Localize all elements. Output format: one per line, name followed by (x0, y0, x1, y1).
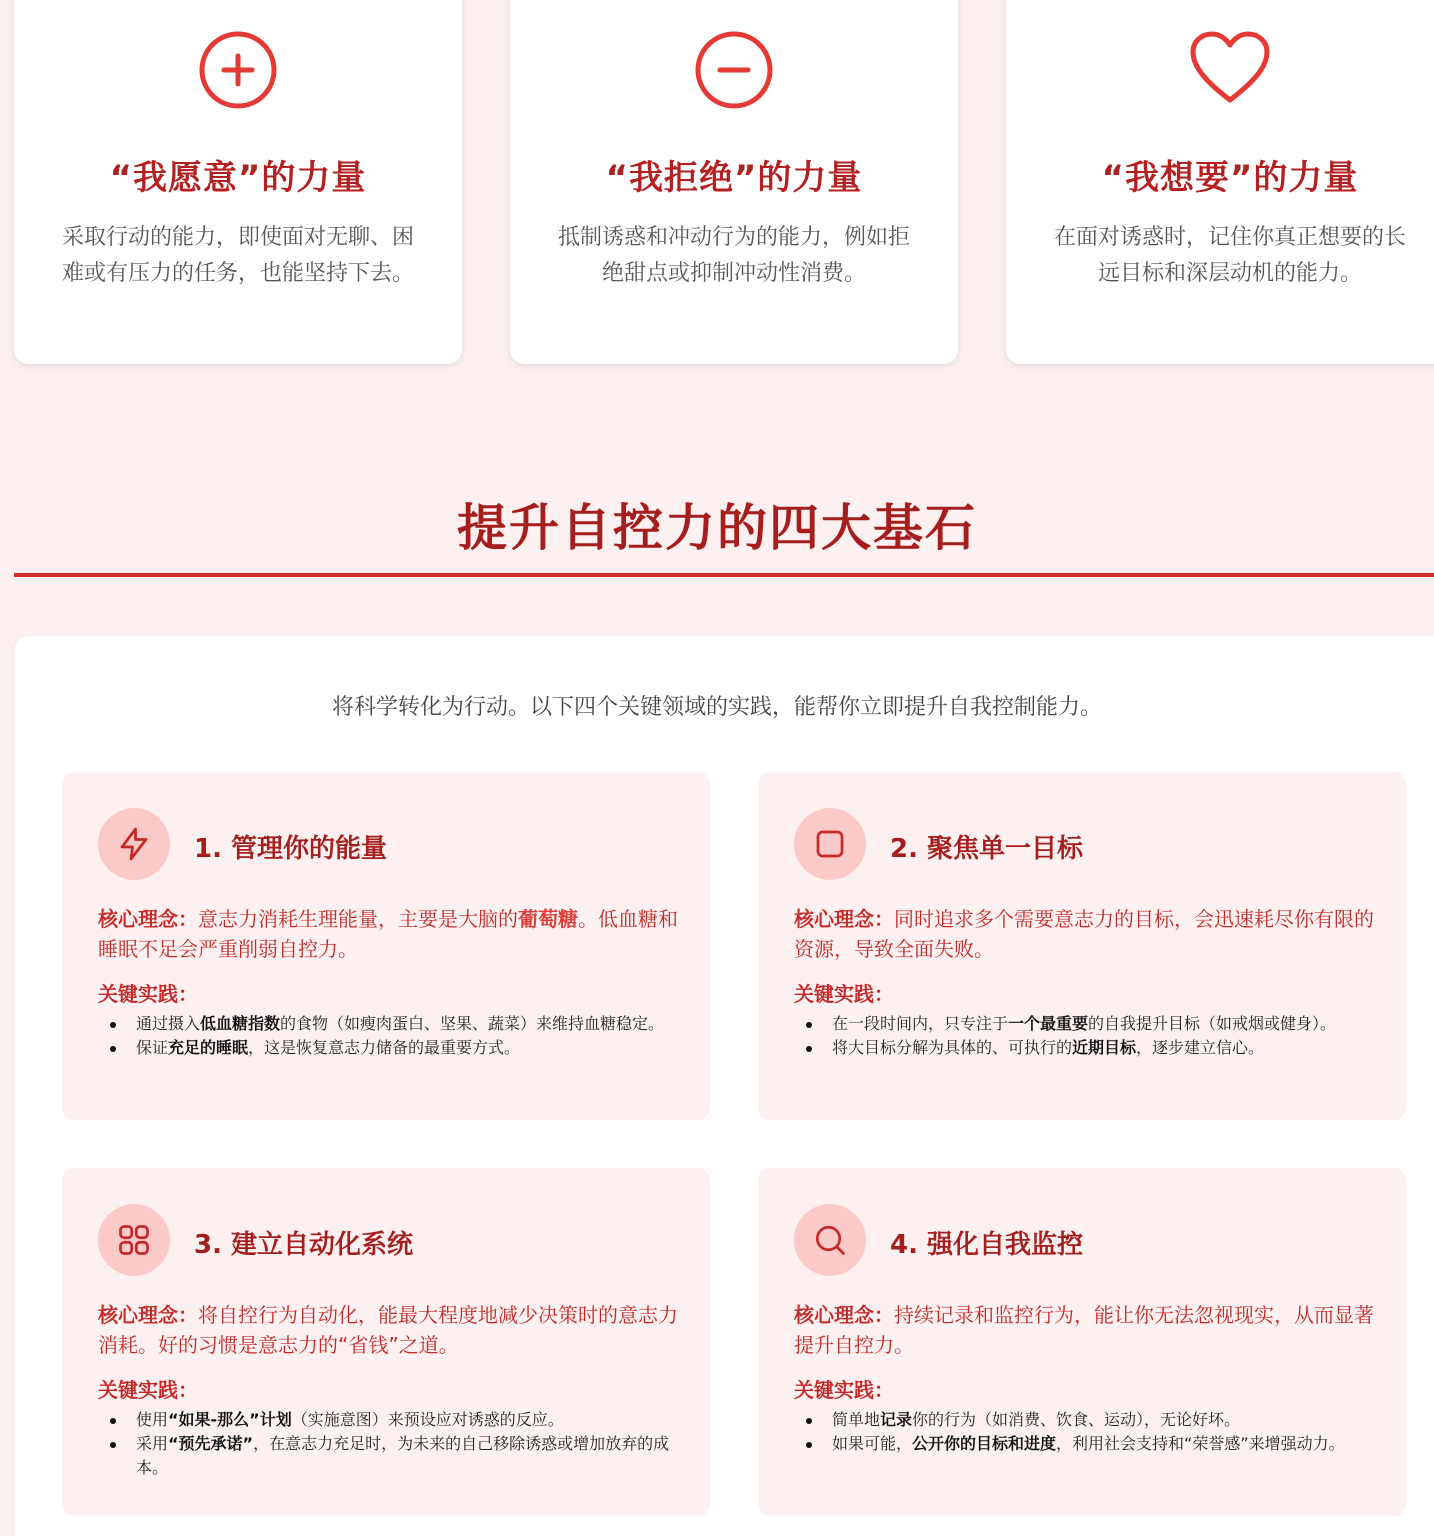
pillar-icon-bg (794, 808, 866, 880)
list-item: 通过摄入低血糖指数的食物（如瘦肉蛋白、坚果、蔬菜）来维持血糖稳定。 (110, 1012, 670, 1036)
power-title: “我想要”的力量 (1101, 158, 1359, 198)
search-icon (812, 1222, 848, 1258)
list-item: 如果可能，公开你的目标和进度，利用社会支持和“荣誉感”来增强动力。 (806, 1432, 1366, 1456)
pillar-icon-bg (98, 1204, 170, 1276)
power-title: “我愿意”的力量 (109, 158, 367, 198)
pillar-icon-bg (794, 1204, 866, 1276)
pillar-title: 3. 建立自动化系统 (194, 1230, 414, 1260)
panel-intro: 将科学转化为行动。以下四个关键领域的实践，能帮你立即提升自我控制能力。 (331, 695, 1102, 720)
power-card-will (14, 0, 462, 364)
minus-circle-icon (694, 30, 774, 110)
section-title: 提升自控力的四大基石 (457, 499, 977, 557)
list-item: 保证充足的睡眠，这是恢复意志力储备的最重要方式。 (110, 1036, 670, 1060)
power-card-want (1006, 0, 1434, 364)
list-item: 使用“如果-那么”计划（实施意图）来预设应对诱惑的反应。 (110, 1408, 670, 1432)
power-card-wont (510, 0, 958, 364)
pillar-card-monitor (758, 1168, 1406, 1516)
list-item: 简单地记录你的行为（如消费、饮食、运动），无论好坏。 (806, 1408, 1366, 1432)
power-desc: 采取行动的能力，即使面对无聊、困难或有压力的任务，也能坚持下去。 (61, 225, 414, 286)
plus-circle-icon (198, 30, 278, 110)
pillar-card-automation (62, 1168, 710, 1516)
pillar-card-focus (758, 772, 1406, 1120)
pillar-title: 4. 强化自我监控 (890, 1230, 1084, 1260)
list-item: 采用“预先承诺”，在意志力充足时，为未来的自己移除诱惑或增加放弃的成本。 (110, 1432, 670, 1480)
pillar-icon-bg (98, 808, 170, 880)
square-icon (812, 826, 848, 862)
practice-list (110, 1012, 670, 1060)
pillar-title: 2. 聚焦单一目标 (890, 834, 1084, 864)
power-desc: 抵制诱惑和冲动行为的能力，例如拒绝甜点或抑制冲动性消费。 (557, 225, 910, 286)
pillar-concept: 核心理念：持续记录和监控行为，能让你无法忽视现实，从而显著提升自控力。 (794, 1303, 1374, 1357)
pillar-concept: 核心理念：同时追求多个需要意志力的目标，会迅速耗尽你有限的资源，导致全面失败。 (794, 907, 1374, 961)
practice-label: 关键实践： (794, 1378, 894, 1402)
pillar-card-energy (62, 772, 710, 1120)
practice-label: 关键实践： (98, 982, 198, 1006)
grid-icon (116, 1222, 152, 1258)
pillar-title: 1. 管理你的能量 (194, 834, 388, 864)
pillar-concept: 核心理念：意志力消耗生理能量，主要是大脑的葡萄糖。低血糖和睡眠不足会严重削弱自控力。 (98, 907, 678, 961)
list-item: 在一段时间内，只专注于一个最重要的自我提升目标（如戒烟或健身）。 (806, 1012, 1366, 1036)
practice-label: 关键实践： (98, 1378, 198, 1402)
power-title: “我拒绝”的力量 (605, 158, 863, 198)
pillar-concept: 核心理念：将自控行为自动化，能最大程度地减少决策时的意志力消耗。好的习惯是意志力的“省钱”之道。 (98, 1303, 678, 1357)
power-desc: 在面对诱惑时，记住你真正想要的长远目标和深层动机的能力。 (1053, 225, 1406, 286)
practice-label: 关键实践： (794, 982, 894, 1006)
practice-list (110, 1408, 670, 1480)
section-divider (14, 573, 1434, 577)
practice-list (806, 1012, 1366, 1060)
heart-icon (1189, 30, 1271, 106)
lightning-icon (116, 826, 152, 862)
practice-list (806, 1408, 1366, 1456)
power-cards-row (14, 0, 1434, 364)
list-item: 将大目标分解为具体的、可执行的近期目标，逐步建立信心。 (806, 1036, 1366, 1060)
